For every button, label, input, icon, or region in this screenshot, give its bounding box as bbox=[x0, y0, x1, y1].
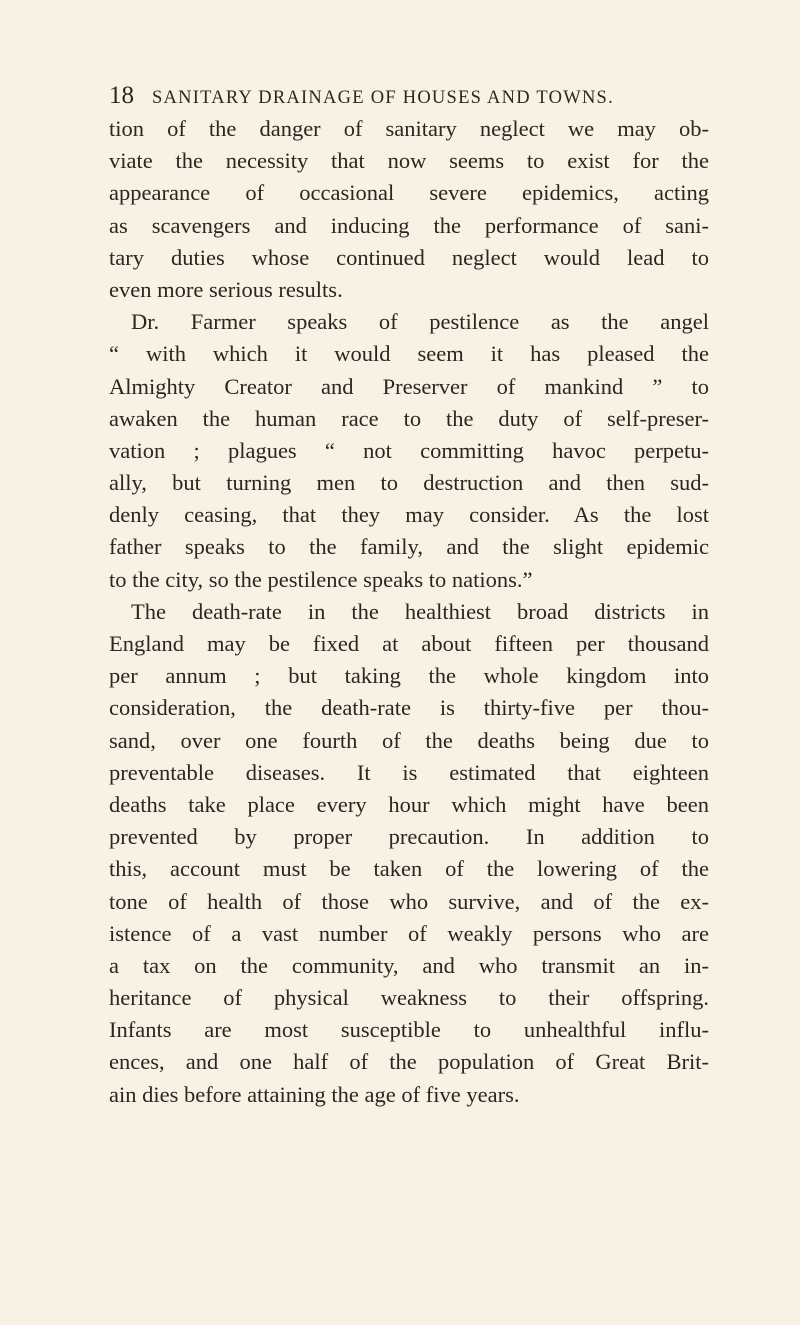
text-line: ain dies before attaining the age of five years. bbox=[109, 1081, 520, 1107]
text-line: deaths take place every hour which might have been bbox=[109, 791, 709, 817]
running-header bbox=[109, 82, 709, 112]
text-line: Infants are most susceptible to unhealthful influ- bbox=[109, 1017, 709, 1043]
text-line: consideration, the death-rate is thirty-five per thou- bbox=[109, 695, 709, 721]
text-line: sand, over one fourth of the deaths being due to bbox=[109, 727, 709, 753]
text-line: tary duties whose continued neglect would lead to bbox=[109, 244, 709, 270]
text-line: The death-rate in the healthiest broad districts in bbox=[131, 598, 709, 624]
text-line: tion of the danger of sanitary neglect we may ob- bbox=[109, 116, 709, 141]
text-line: to the city, so the pestilence speaks to nations.” bbox=[109, 566, 533, 592]
text-line: this, account must be taken of the lowering of the bbox=[109, 856, 709, 882]
text-line: istence of a vast number of weakly persons who are bbox=[109, 920, 709, 946]
text-line: ences, and one half of the population of Great Brit- bbox=[109, 1049, 709, 1075]
text-line: per annum ; but taking the whole kingdom into bbox=[109, 663, 709, 689]
text-line: vation ; plagues “ not committing havoc perpetu- bbox=[109, 437, 709, 463]
text-line: “ with which it would seem it has pleased the bbox=[109, 341, 709, 367]
page-number: 18 bbox=[109, 82, 134, 109]
text-line: a tax on the community, and who transmit an in- bbox=[109, 952, 709, 978]
text-line: Almighty Creator and Preserver of mankind ” to bbox=[109, 373, 709, 399]
text-line: prevented by proper precaution. In addition to bbox=[109, 824, 709, 850]
running-title: SANITARY DRAINAGE OF HOUSES AND TOWNS. bbox=[152, 88, 614, 108]
text-line: tone of health of those who survive, and of the ex- bbox=[109, 888, 709, 914]
text-line: even more serious results. bbox=[109, 276, 343, 302]
text-line: ally, but turning men to destruction and then sud- bbox=[109, 470, 709, 496]
text-line: denly ceasing, that they may consider. As the lost bbox=[109, 502, 709, 528]
text-line: as scavengers and inducing the performance of sani- bbox=[109, 212, 709, 238]
text-line: awaken the human race to the duty of self-preser- bbox=[109, 405, 709, 431]
text-line: England may be fixed at about fifteen per thousand bbox=[109, 631, 709, 656]
body-text bbox=[109, 113, 709, 1111]
text-line: father speaks to the family, and the slight epidemic bbox=[109, 534, 709, 560]
text-line: heritance of physical weakness to their offspring. bbox=[109, 985, 709, 1011]
text-line: appearance of occasional severe epidemics, acting bbox=[109, 180, 709, 206]
text-line: viate the necessity that now seems to exist for the bbox=[109, 148, 709, 174]
text-line: preventable diseases. It is estimated that eighteen bbox=[109, 759, 709, 785]
text-line: Dr. Farmer speaks of pestilence as the angel bbox=[131, 309, 709, 335]
